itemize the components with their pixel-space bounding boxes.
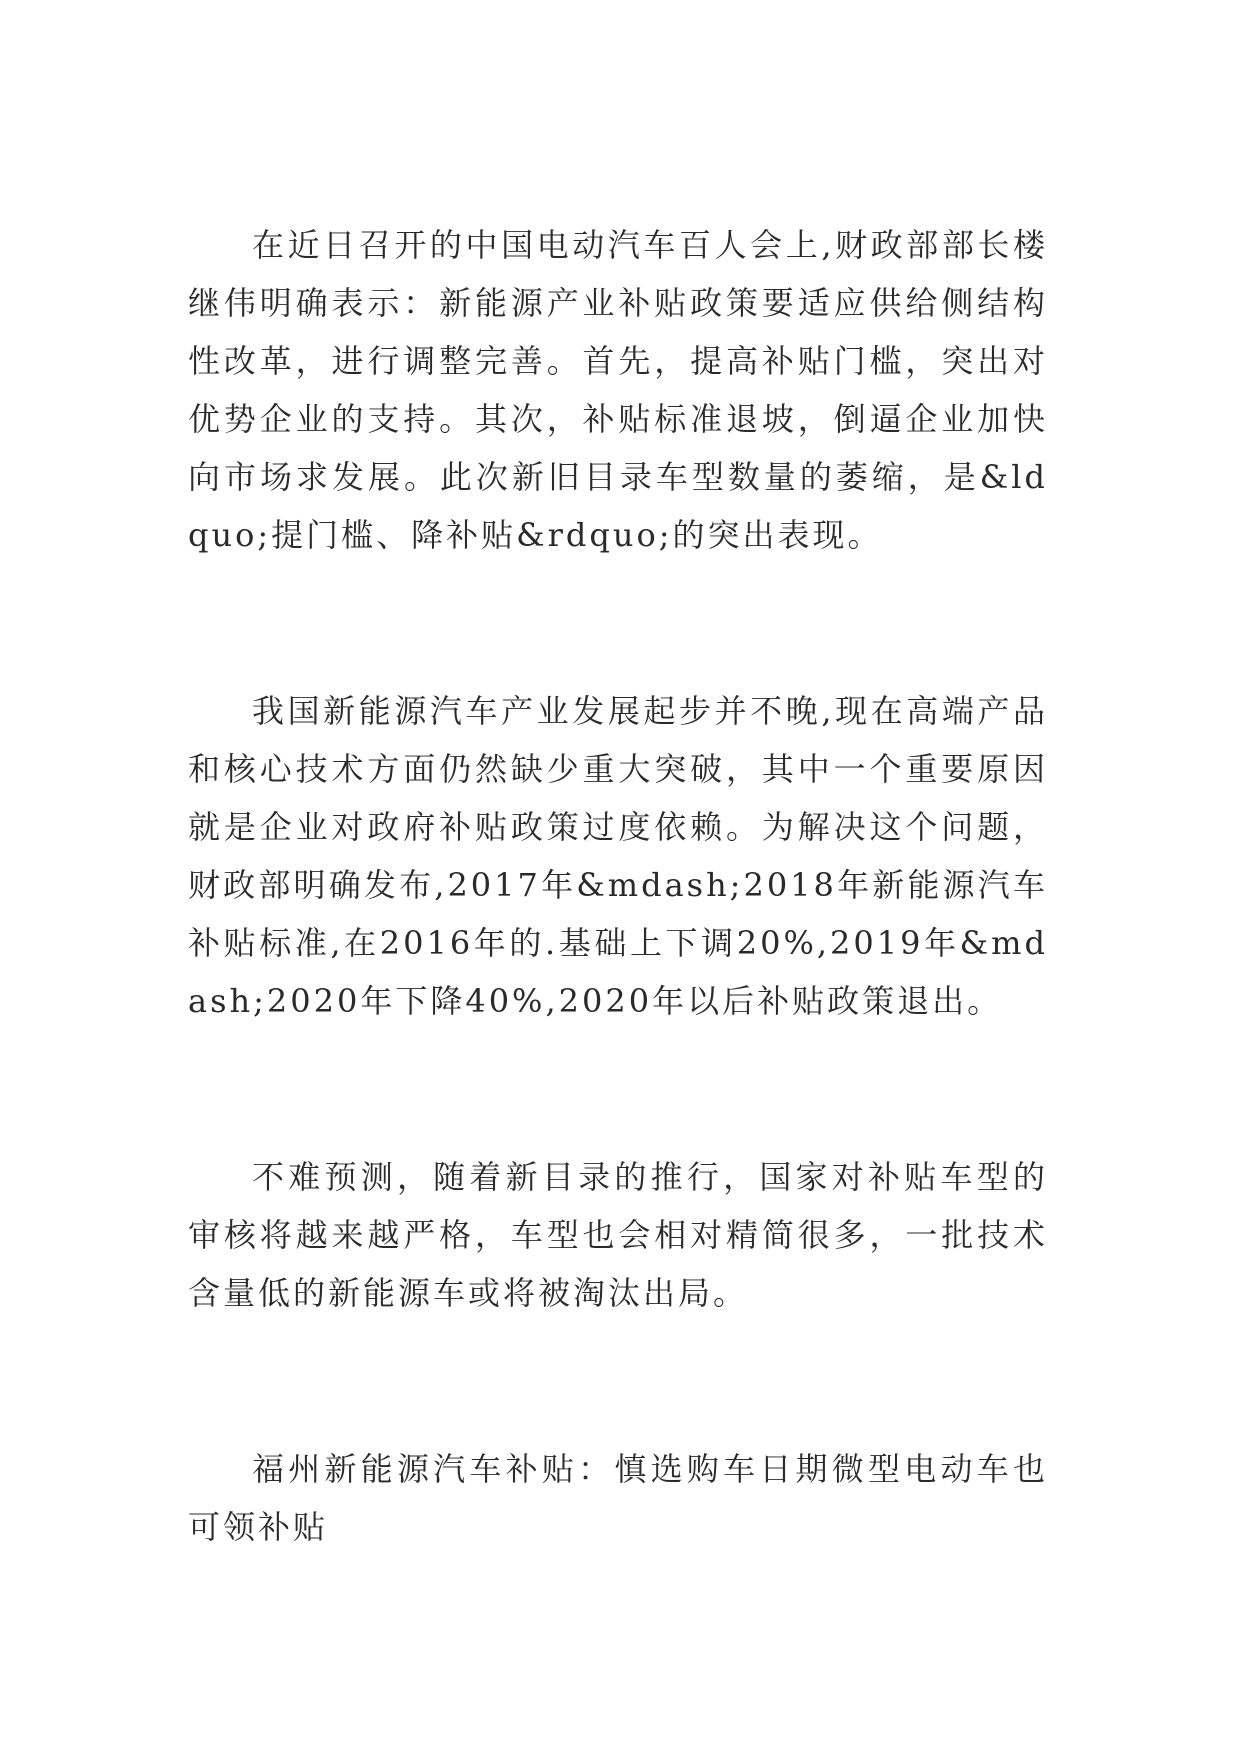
paragraph-prediction: 不难预测，随着新目录的推行，国家对补贴车型的审核将越来越严格，车型也会相对精简很多，一批技术含量低的新能源车或将被淘汰出局。	[188, 1158, 1048, 1312]
paragraph-industry-development: 我国新能源汽车产业发展起步并不晚,现在高端产品和核心技术方面仍然缺少重大突破，其中一个重要原因就是企业对政府补贴政策过度依赖。为解决这个问题，财政部明确发布,2017年&mdash;2018年新能源汽车补贴标准,在2016年的.基础上下调20%,2019年&mdash;2020年下降40%,2020年以后补贴政策退出。	[188, 692, 1048, 1020]
paragraph-subsidy-policy: 在近日召开的中国电动汽车百人会上,财政部部长楼继伟明确表示：新能源产业补贴政策要适应供给侧结构性改革，进行调整完善。首先，提高补贴门槛，突出对优势企业的支持。其次，补贴标准退坡，倒逼企业加快向市场求发展。此次新旧目录车型数量的萎缩，是&ldquo;提门槛、降补贴&rdquo;的突出表现。	[188, 226, 1048, 554]
paragraph-fuzhou-subsidy: 福州新能源汽车补贴：慎选购车日期微型电动车也可领补贴	[188, 1450, 1048, 1546]
